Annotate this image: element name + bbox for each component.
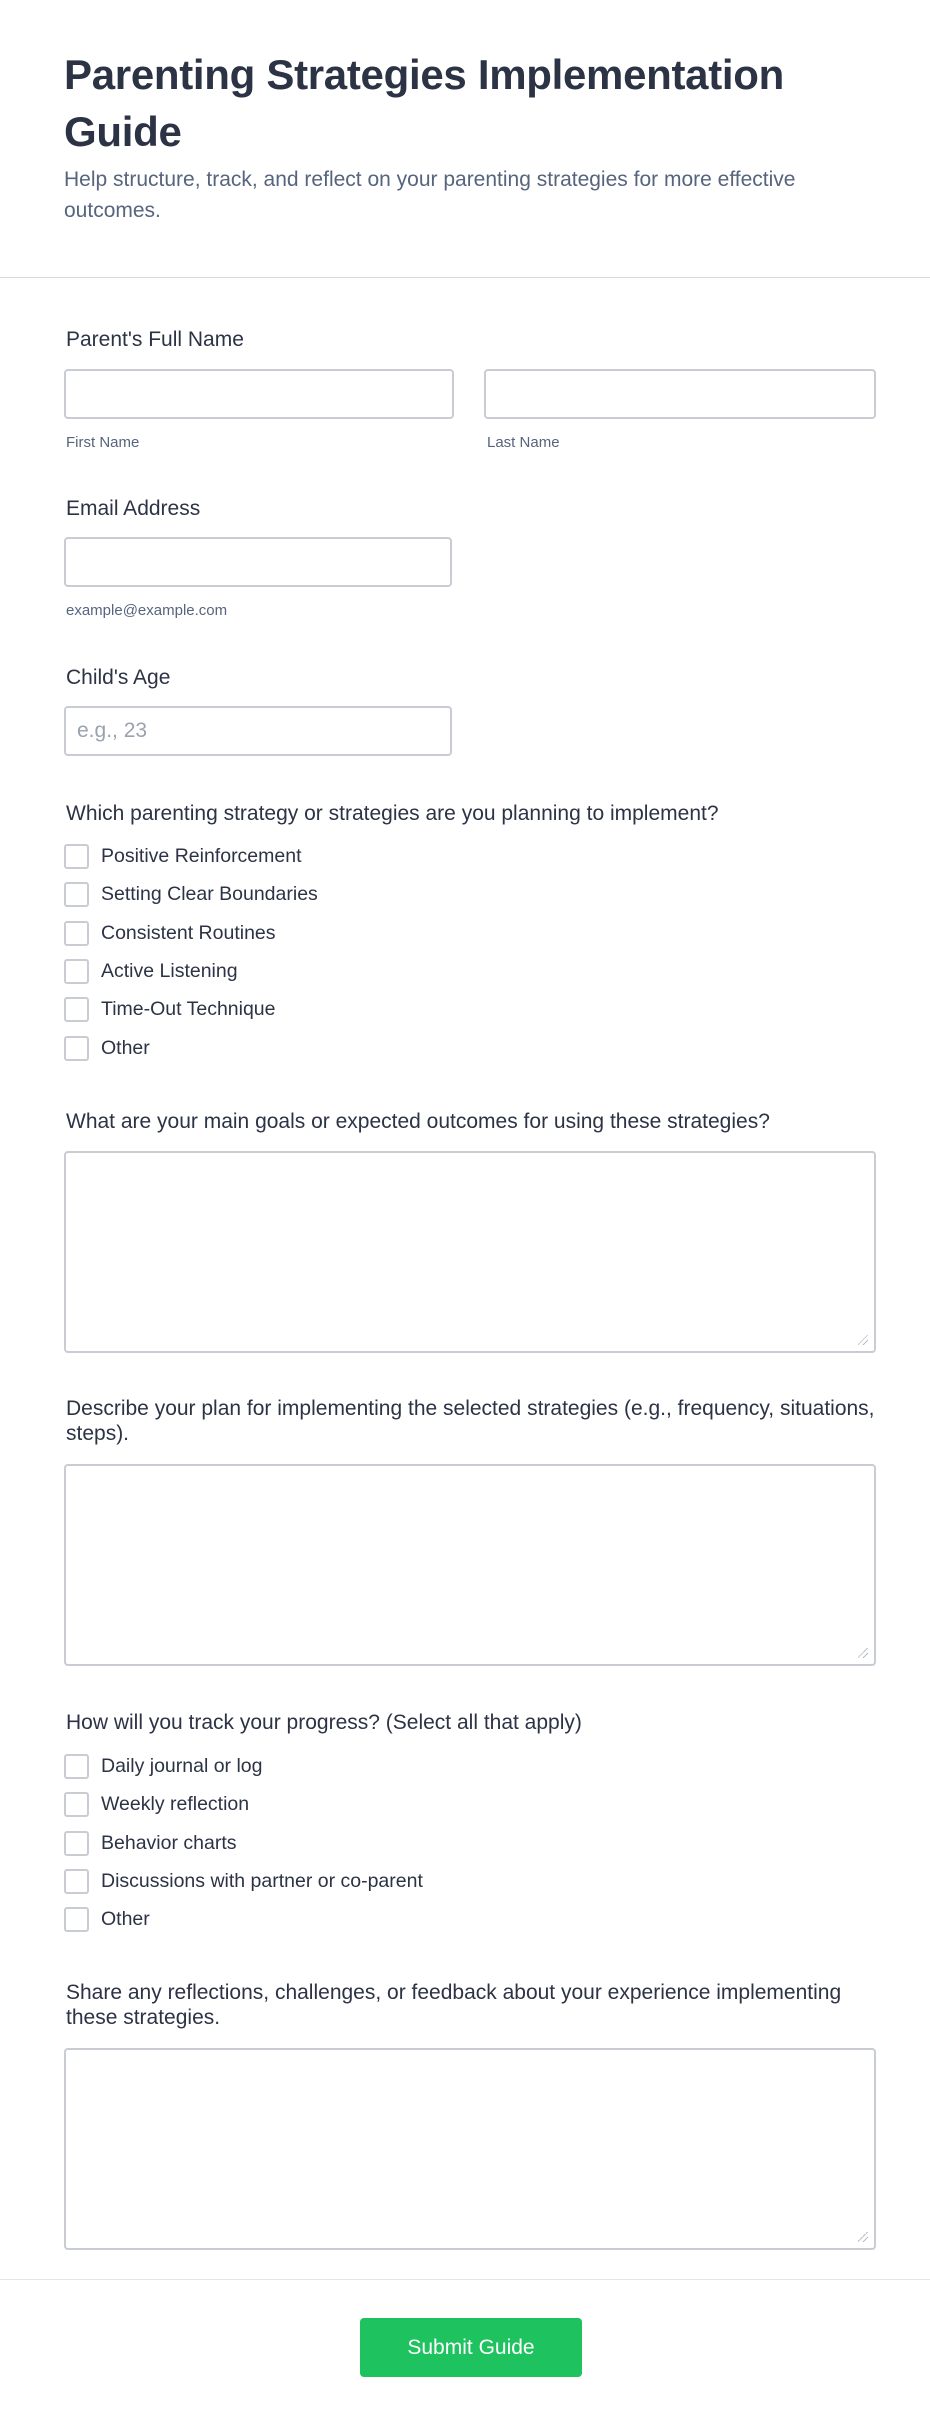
plan-label: Describe your plan for implementing the selected strategies (e.g., frequency, situations, steps). xyxy=(66,1397,875,1445)
tracking-label: How will you track your progress? (Select all that apply) xyxy=(66,1711,582,1734)
strategy-option-label: Other xyxy=(101,1036,150,1059)
tracking-option[interactable] xyxy=(64,1790,564,1818)
tracking-option[interactable] xyxy=(64,1752,564,1780)
checkbox[interactable] xyxy=(64,1831,89,1856)
strategy-option[interactable] xyxy=(64,919,564,947)
tracking-option-label: Behavior charts xyxy=(101,1831,237,1854)
form-subtitle: Help structure, track, and reflect on your parenting strategies for more effective outcomes. xyxy=(64,168,796,222)
checkbox[interactable] xyxy=(64,1907,89,1932)
email-sublabel: example@example.com xyxy=(66,602,228,619)
strategy-option[interactable] xyxy=(64,957,564,985)
strategy-option[interactable] xyxy=(64,995,564,1023)
first-name-sublabel: First Name xyxy=(66,434,140,451)
strategy-option-label: Consistent Routines xyxy=(101,921,276,944)
form-title: Parenting Strategies Implementation Guide xyxy=(64,51,784,155)
tracking-option[interactable] xyxy=(64,1829,564,1857)
name-label: Parent's Full Name xyxy=(66,328,244,351)
email-input[interactable] xyxy=(64,537,452,587)
tracking-option-label: Weekly reflection xyxy=(101,1793,250,1816)
tracking-option-label: Discussions with partner or co-parent xyxy=(101,1869,423,1892)
checkbox[interactable] xyxy=(64,959,89,984)
checkbox[interactable] xyxy=(64,1792,89,1817)
checkbox[interactable] xyxy=(64,1754,89,1779)
strategy-option-label: Active Listening xyxy=(101,959,238,982)
strategy-option-label: Positive Reinforcement xyxy=(101,845,302,867)
checkbox[interactable] xyxy=(64,997,89,1022)
tracking-option[interactable] xyxy=(64,1867,564,1895)
footer-divider xyxy=(0,2279,930,2280)
child-age-label: Child's Age xyxy=(66,666,171,689)
strategy-option-label: Setting Clear Boundaries xyxy=(101,883,318,906)
checkbox[interactable] xyxy=(64,882,89,907)
last-name-input[interactable] xyxy=(484,369,876,419)
reflections-label: Share any reflections, challenges, or feedback about your experience implementing these strategies. xyxy=(66,1981,842,2029)
strategy-option[interactable] xyxy=(64,880,564,908)
strategy-option[interactable] xyxy=(64,842,564,870)
first-name-input[interactable] xyxy=(64,369,454,419)
strategy-option-label: Time-Out Technique xyxy=(101,998,276,1021)
reflections-textarea[interactable] xyxy=(64,2048,876,2250)
strategies-label: Which parenting strategy or strategies are you planning to implement? xyxy=(66,802,719,825)
checkbox[interactable] xyxy=(64,921,89,946)
last-name-sublabel: Last Name xyxy=(487,434,560,451)
form-header xyxy=(0,0,930,278)
child-age-input[interactable] xyxy=(64,706,452,756)
goals-textarea[interactable] xyxy=(64,1151,876,1353)
checkbox[interactable] xyxy=(64,1869,89,1894)
plan-textarea[interactable] xyxy=(64,1464,876,1666)
checkbox[interactable] xyxy=(64,844,89,869)
checkbox[interactable] xyxy=(64,1036,89,1061)
tracking-option-label: Daily journal or log xyxy=(101,1755,263,1777)
resize-grip-icon[interactable] xyxy=(858,1648,868,1658)
goals-label: What are your main goals or expected outcomes for using these strategies? xyxy=(66,1110,770,1133)
resize-grip-icon[interactable] xyxy=(858,2232,868,2242)
email-label: Email Address xyxy=(66,497,201,520)
tracking-option[interactable] xyxy=(64,1905,564,1933)
submit-button[interactable]: Submit Guide xyxy=(360,2318,582,2377)
strategy-option[interactable] xyxy=(64,1034,564,1062)
resize-grip-icon[interactable] xyxy=(858,1335,868,1345)
tracking-option-label: Other xyxy=(101,1908,150,1931)
